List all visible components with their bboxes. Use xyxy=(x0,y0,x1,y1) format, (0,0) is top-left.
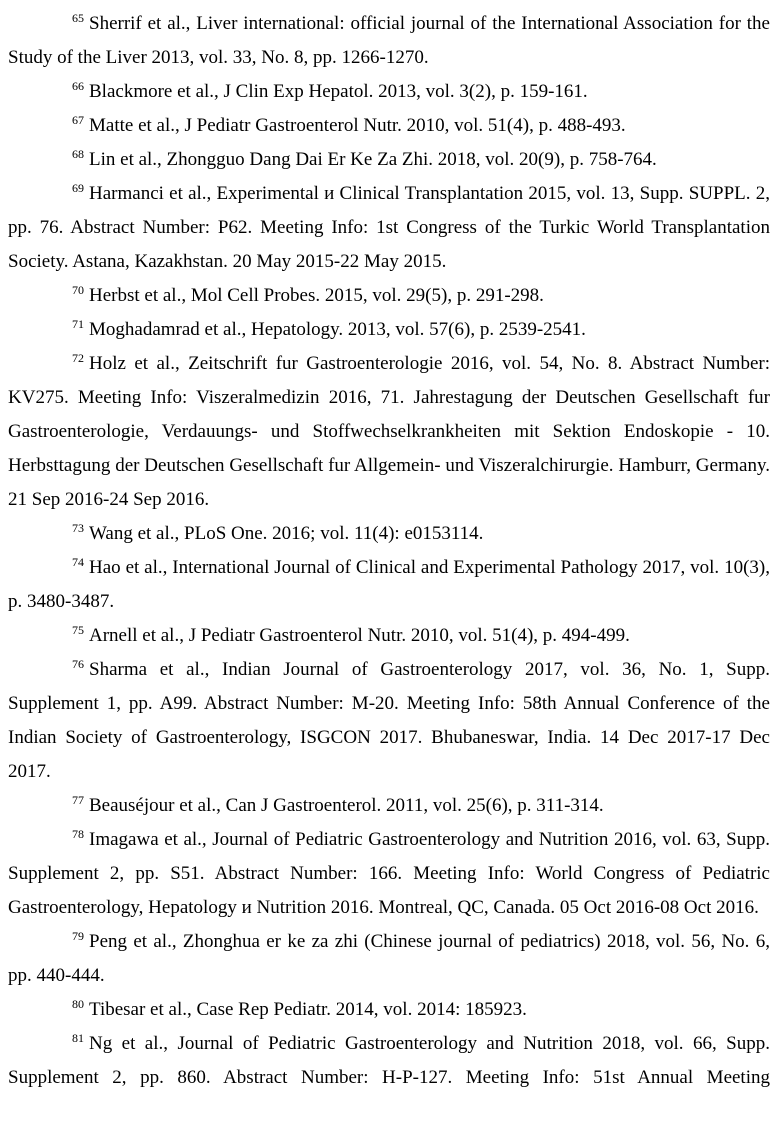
footnote-number: 65 xyxy=(72,10,84,25)
reference-item xyxy=(8,313,770,347)
footnote-number: 77 xyxy=(72,792,84,807)
footnote-number: 67 xyxy=(72,112,84,127)
reference-item xyxy=(8,653,770,789)
footnote-number: 68 xyxy=(72,146,84,161)
reference-item xyxy=(8,279,770,313)
footnote-number: 81 xyxy=(72,1030,84,1045)
reference-item xyxy=(8,347,770,517)
reference-item xyxy=(8,619,770,653)
footnote-number: 69 xyxy=(72,180,84,195)
reference-text: Sharma et al., Indian Journal of Gastroenterology 2017, vol. 36, No. 1, Supp. Supplement 1, pp. A99. Abstract Number: M-20. Meeting Info: 58th Annual Conference of the Indian Society of Gastroenterology, ISGCON 2017. Bhubaneswar, India. 14 Dec 2017-17 Dec 2017. xyxy=(8,659,770,782)
reference-text: Wang et al., PLoS One. 2016; vol. 11(4): e0153114. xyxy=(89,523,484,544)
reference-item xyxy=(8,823,770,925)
reference-item xyxy=(8,789,770,823)
footnote-number: 80 xyxy=(72,996,84,1011)
reference-item xyxy=(8,517,770,551)
reference-item xyxy=(8,109,770,143)
footnote-number: 76 xyxy=(72,656,84,671)
reference-text: Beauséjour et al., Can J Gastroenterol. 2011, vol. 25(6), p. 311-314. xyxy=(89,795,604,816)
reference-text: Tibesar et al., Case Rep Pediatr. 2014, vol. 2014: 185923. xyxy=(89,999,527,1020)
reference-item xyxy=(8,551,770,619)
reference-item xyxy=(8,993,770,1027)
reference-text: Matte et al., J Pediatr Gastroenterol Nutr. 2010, vol. 51(4), p. 488-493. xyxy=(89,115,626,136)
reference-text: Hao et al., International Journal of Clinical and Experimental Pathology 2017, vol. 10(3), p. 3480-3487. xyxy=(8,557,770,612)
reference-text: Blackmore et al., J Clin Exp Hepatol. 2013, vol. 3(2), p. 159-161. xyxy=(89,81,588,102)
reference-text: Peng et al., Zhonghua er ke za zhi (Chinese journal of pediatrics) 2018, vol. 56, No. 6, pp. 440-444. xyxy=(8,931,770,986)
reference-text: Imagawa et al., Journal of Pediatric Gastroenterology and Nutrition 2016, vol. 63, Supp. Supplement 2, pp. S51. Abstract Number: 166. Meeting Info: World Congress of Pediatric Gastroenterology, Hepatology и Nutrition 2016. Montreal, QC, Canada. 05 Oct 2016-08 Oct 2016. xyxy=(8,829,770,918)
reference-text: Herbst et al., Mol Cell Probes. 2015, vol. 29(5), p. 291-298. xyxy=(89,285,544,306)
reference-text: Ng et al., Journal of Pediatric Gastroenterology and Nutrition 2018, vol. 66, Supp. Supplement 2, pp. 860. Abstract Number: H-P-127. Meeting Info: 51st Annual Meeting xyxy=(8,1033,770,1088)
footnote-number: 71 xyxy=(72,316,84,331)
footnote-number: 73 xyxy=(72,520,84,535)
reference-text: Holz et al., Zeitschrift fur Gastroenterologie 2016, vol. 54, No. 8. Abstract Number: KV275. Meeting Info: Viszeralmedizin 2016, 71. Jahrestagung der Deutschen Gesellschaft fur Gastroenterologie, Verdauungs- und Stoffwechselkrankheiten mit Sektion Endoskopie - 10. Herbsttagung der Deutschen Gesellschaft fur Allgemein- und Viszeralchirurgie. Hamburr, Germany. 21 Sep 2016-24 Sep 2016. xyxy=(8,353,770,510)
footnote-number: 72 xyxy=(72,350,84,365)
reference-text: Harmanci et al., Experimental и Clinical Transplantation 2015, vol. 13, Supp. SUPPL. 2, pp. 76. Abstract Number: P62. Meeting Info: 1st Congress of the Turkic World Transplantation Society. Astana, Kazakhstan. 20 May 2015-22 May 2015. xyxy=(8,183,770,272)
footnote-number: 78 xyxy=(72,826,84,841)
reference-item xyxy=(8,75,770,109)
footnote-number: 75 xyxy=(72,622,84,637)
references-list xyxy=(8,7,770,1095)
reference-item xyxy=(8,177,770,279)
reference-item xyxy=(8,925,770,993)
reference-item xyxy=(8,1027,770,1095)
footnote-number: 66 xyxy=(72,78,84,93)
reference-text: Sherrif et al., Liver international: official journal of the International Association for the Study of the Liver 2013, vol. 33, No. 8, pp. 1266-1270. xyxy=(8,13,770,68)
reference-item xyxy=(8,7,770,75)
footnote-number: 74 xyxy=(72,554,84,569)
reference-text: Lin et al., Zhongguo Dang Dai Er Ke Za Zhi. 2018, vol. 20(9), p. 758-764. xyxy=(89,149,657,170)
footnote-number: 79 xyxy=(72,928,84,943)
reference-text: Moghadamrad et al., Hepatology. 2013, vol. 57(6), p. 2539-2541. xyxy=(89,319,586,340)
footnote-number: 70 xyxy=(72,282,84,297)
reference-text: Arnell et al., J Pediatr Gastroenterol Nutr. 2010, vol. 51(4), p. 494-499. xyxy=(89,625,630,646)
reference-item xyxy=(8,143,770,177)
